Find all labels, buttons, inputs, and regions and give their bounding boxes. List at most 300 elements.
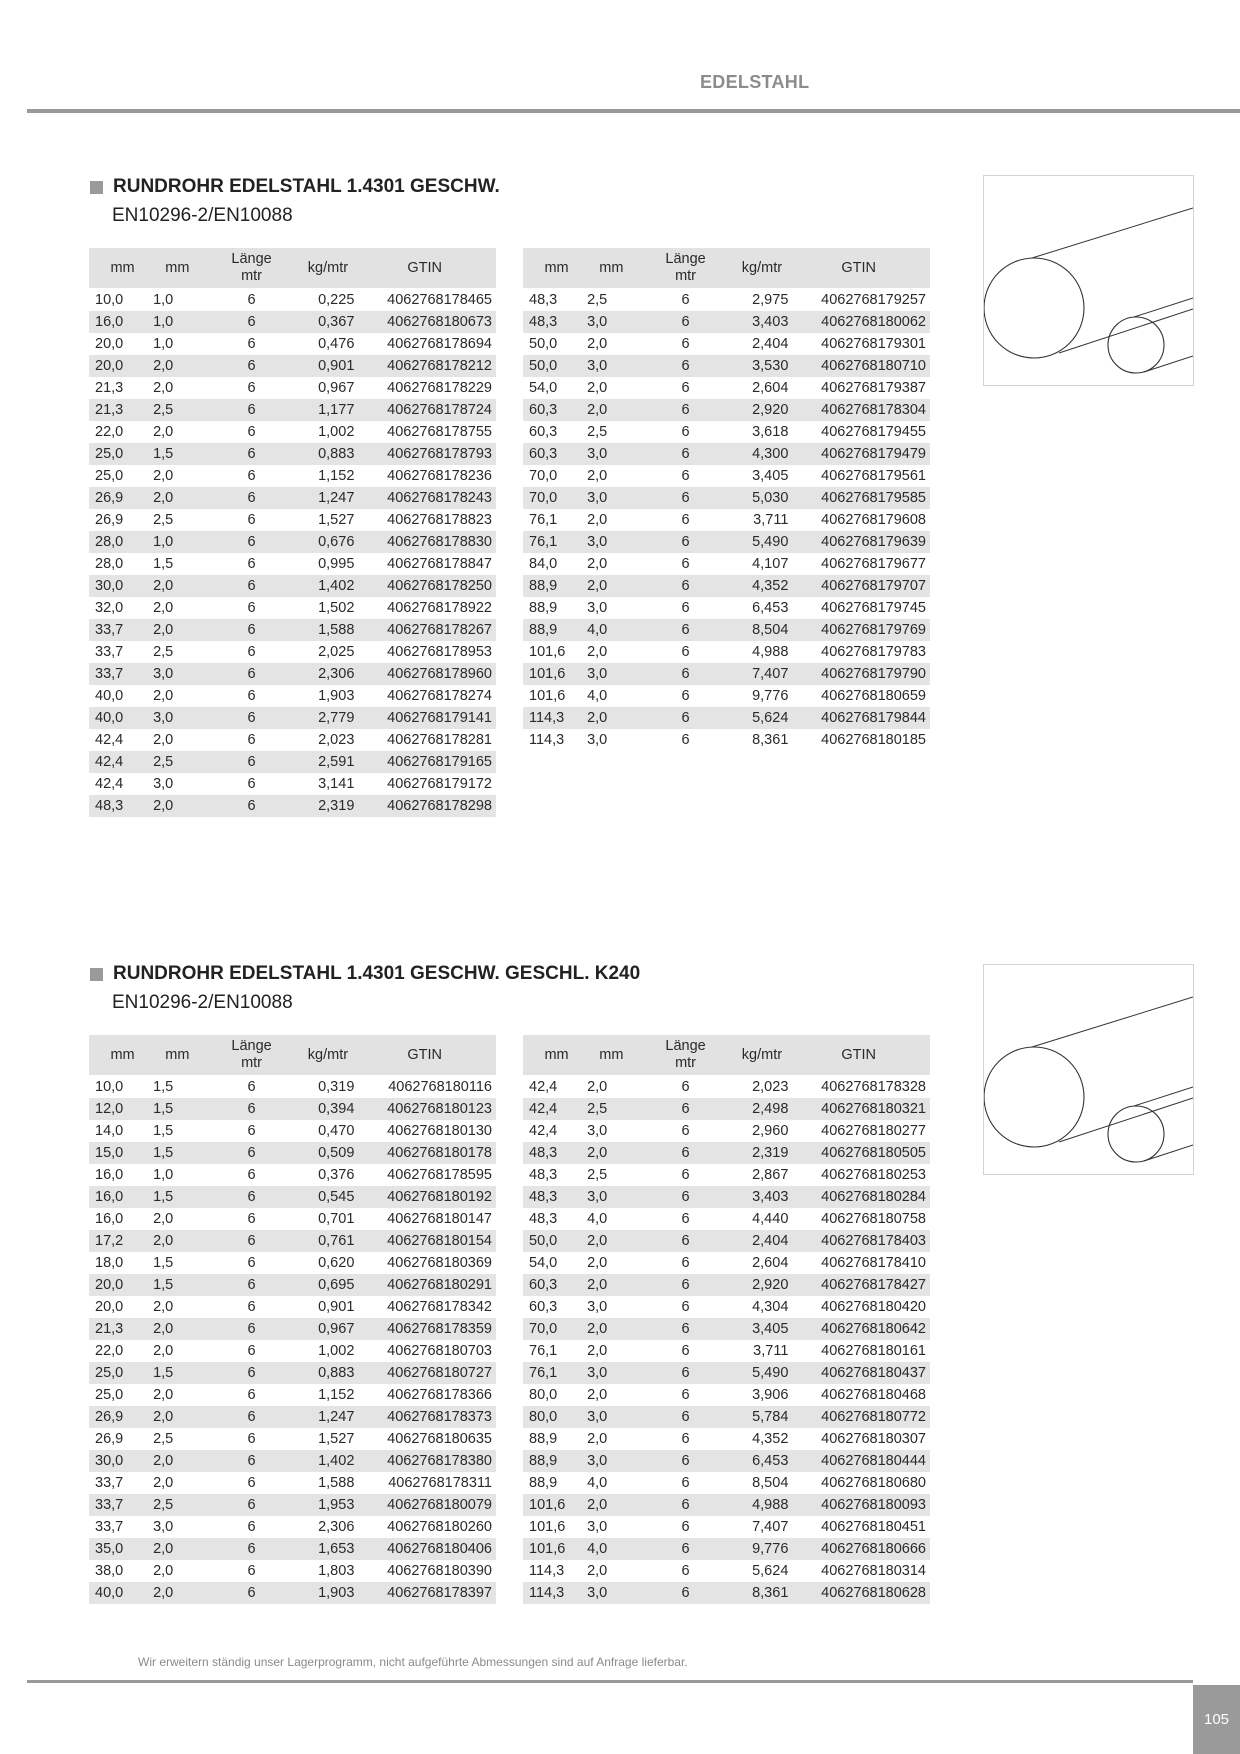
cell-weight: 5,624 bbox=[752, 1563, 789, 1579]
cell-length: 6 bbox=[247, 1431, 256, 1447]
cell-gtin: 4062768179585 bbox=[791, 487, 930, 509]
table-row bbox=[89, 729, 496, 751]
table-row bbox=[523, 1274, 930, 1296]
cell-length: 6 bbox=[205, 1142, 299, 1164]
cell-diameter: 114,3 bbox=[523, 1582, 584, 1604]
cell-gtin: 4062768180277 bbox=[821, 1123, 926, 1139]
cell-weight: 3,618 bbox=[752, 424, 789, 440]
cell-diameter: 33,7 bbox=[95, 644, 124, 660]
cell-diameter: 38,0 bbox=[95, 1563, 124, 1579]
cell-gtin: 4062768179844 bbox=[791, 707, 930, 729]
cell-diameter: 16,0 bbox=[89, 1186, 150, 1208]
cell-wall: 1,5 bbox=[153, 1255, 174, 1271]
cell-length: 6 bbox=[247, 424, 256, 440]
cell-length: 6 bbox=[247, 1299, 256, 1315]
cell-wall: 3,0 bbox=[584, 1582, 639, 1604]
cell-gtin: 4062768179301 bbox=[821, 336, 926, 352]
cell-length: 6 bbox=[247, 336, 256, 352]
cell-gtin: 4062768179677 bbox=[821, 556, 926, 572]
cell-gtin: 4062768179790 bbox=[791, 663, 930, 685]
cell-wall: 2,0 bbox=[584, 575, 639, 597]
page-header-title: EDELSTAHL bbox=[700, 72, 810, 92]
cell-length: 6 bbox=[681, 1255, 690, 1271]
cell-wall: 2,0 bbox=[153, 1299, 174, 1315]
cell-length: 6 bbox=[205, 311, 299, 333]
col-header-length-line2: mtr bbox=[675, 1055, 697, 1071]
cell-length: 6 bbox=[639, 311, 733, 333]
cell-diameter: 70,0 bbox=[529, 468, 558, 484]
cell-diameter: 35,0 bbox=[89, 1538, 150, 1560]
table-row bbox=[89, 597, 496, 619]
cell-length: 6 bbox=[681, 1167, 690, 1183]
col-header-length bbox=[205, 1035, 299, 1075]
cell-diameter: 54,0 bbox=[529, 380, 558, 396]
cell-diameter: 14,0 bbox=[95, 1123, 124, 1139]
cell-gtin: 4062768178427 bbox=[791, 1274, 930, 1296]
cell-length: 6 bbox=[639, 1362, 733, 1384]
cell-gtin: 4062768180703 bbox=[387, 1343, 492, 1359]
cell-wall: 3,0 bbox=[584, 1406, 639, 1428]
cell-wall: 2,0 bbox=[587, 468, 608, 484]
cell-weight: 1,002 bbox=[318, 424, 355, 440]
cell-diameter: 20,0 bbox=[95, 1299, 124, 1315]
table-row bbox=[89, 1230, 496, 1252]
cell-weight: 4,988 bbox=[732, 1494, 791, 1516]
cell-diameter: 21,3 bbox=[89, 399, 150, 421]
table-row bbox=[89, 1406, 496, 1428]
cell-wall: 2,0 bbox=[587, 644, 608, 660]
cell-weight: 1,152 bbox=[318, 1387, 355, 1403]
table-row bbox=[89, 1318, 496, 1340]
table-row bbox=[89, 311, 496, 333]
cell-wall: 1,5 bbox=[153, 1123, 174, 1139]
cell-diameter: 50,0 bbox=[529, 336, 558, 352]
cell-gtin: 4062768180291 bbox=[357, 1274, 496, 1296]
cell-gtin: 4062768178328 bbox=[821, 1079, 926, 1095]
cell-wall: 2,0 bbox=[150, 575, 205, 597]
section-subtitle: EN10296-2/EN10088 bbox=[112, 992, 293, 1013]
cell-weight: 8,361 bbox=[732, 1582, 791, 1604]
cell-gtin: 4062768180147 bbox=[387, 1211, 492, 1227]
cell-wall: 2,0 bbox=[584, 1274, 639, 1296]
cell-weight: 1,588 bbox=[318, 1475, 355, 1491]
cell-diameter: 88,9 bbox=[523, 1450, 584, 1472]
cell-wall: 1,5 bbox=[150, 1362, 205, 1384]
cell-wall: 2,0 bbox=[153, 1475, 174, 1491]
col-header-diameter: mm bbox=[523, 248, 584, 288]
cell-length: 6 bbox=[247, 556, 256, 572]
cell-diameter: 33,7 bbox=[95, 1475, 124, 1491]
table-row bbox=[89, 288, 496, 311]
col-header-gtin: GTIN bbox=[791, 1035, 930, 1075]
cell-weight: 0,995 bbox=[318, 556, 355, 572]
cell-gtin: 4062768178397 bbox=[357, 1582, 496, 1604]
table-row bbox=[523, 1472, 930, 1494]
cell-weight: 0,319 bbox=[318, 1079, 355, 1095]
cell-wall: 2,0 bbox=[587, 556, 608, 572]
table-row bbox=[523, 1075, 930, 1098]
cell-gtin: 4062768180628 bbox=[791, 1582, 930, 1604]
table-row bbox=[89, 1164, 496, 1186]
cell-diameter: 60,3 bbox=[529, 424, 558, 440]
cell-wall: 3,0 bbox=[584, 443, 639, 465]
cell-weight: 0,225 bbox=[318, 292, 355, 308]
cell-length: 6 bbox=[681, 1123, 690, 1139]
cell-length: 6 bbox=[681, 1387, 690, 1403]
cell-diameter: 88,9 bbox=[529, 1431, 558, 1447]
cell-weight: 3,906 bbox=[752, 1387, 789, 1403]
cell-length: 6 bbox=[247, 1167, 256, 1183]
cell-diameter: 26,9 bbox=[95, 1431, 124, 1447]
col-header-gtin: GTIN bbox=[357, 248, 496, 288]
cell-gtin: 4062768179165 bbox=[357, 751, 496, 773]
cell-weight: 1,653 bbox=[298, 1538, 357, 1560]
table-header-row bbox=[89, 1035, 496, 1075]
table-row bbox=[89, 487, 496, 509]
cell-diameter: 33,7 bbox=[95, 1519, 124, 1535]
table-row bbox=[89, 421, 496, 443]
cell-wall: 3,0 bbox=[153, 1519, 174, 1535]
cell-wall: 2,0 bbox=[587, 1431, 608, 1447]
table-row bbox=[89, 1362, 496, 1384]
cell-diameter: 70,0 bbox=[523, 1318, 584, 1340]
cell-length: 6 bbox=[681, 1519, 690, 1535]
cell-wall: 3,0 bbox=[587, 1519, 608, 1535]
cell-diameter: 76,1 bbox=[529, 512, 558, 528]
cell-wall: 2,0 bbox=[150, 619, 205, 641]
col-header-length-line1: Länge bbox=[665, 251, 706, 267]
cell-gtin: 4062768178212 bbox=[357, 355, 496, 377]
cell-gtin: 4062768178359 bbox=[357, 1318, 496, 1340]
cell-length: 6 bbox=[247, 1079, 256, 1095]
table-header-row bbox=[523, 248, 930, 288]
cell-length: 6 bbox=[205, 795, 299, 817]
cell-gtin: 4062768178823 bbox=[387, 512, 492, 528]
cell-length: 6 bbox=[205, 1582, 299, 1604]
table-row bbox=[89, 1252, 496, 1274]
cell-length: 6 bbox=[681, 1211, 690, 1227]
cell-diameter: 101,6 bbox=[523, 1494, 584, 1516]
cell-gtin: 4062768180710 bbox=[791, 355, 930, 377]
cell-wall: 3,0 bbox=[584, 355, 639, 377]
cell-wall: 2,0 bbox=[153, 1211, 174, 1227]
cell-wall: 2,0 bbox=[587, 1079, 608, 1095]
tube-drawing-icon bbox=[984, 176, 1193, 385]
table-row bbox=[523, 1450, 930, 1472]
cell-gtin: 4062768180642 bbox=[791, 1318, 930, 1340]
cell-weight: 1,247 bbox=[298, 1406, 357, 1428]
cell-weight: 4,440 bbox=[752, 1211, 789, 1227]
cell-diameter: 21,3 bbox=[89, 1318, 150, 1340]
cell-length: 6 bbox=[639, 1538, 733, 1560]
table-row bbox=[523, 1318, 930, 1340]
cell-wall: 2,0 bbox=[584, 1318, 639, 1340]
cell-diameter: 42,4 bbox=[89, 751, 150, 773]
cell-weight: 1,903 bbox=[318, 688, 355, 704]
cell-wall: 2,0 bbox=[153, 1563, 174, 1579]
cell-diameter: 25,0 bbox=[95, 468, 124, 484]
cell-gtin: 4062768179707 bbox=[791, 575, 930, 597]
table-row bbox=[89, 1296, 496, 1318]
table-row bbox=[89, 575, 496, 597]
cell-length: 6 bbox=[205, 1230, 299, 1252]
table-row bbox=[523, 1494, 930, 1516]
cell-weight: 4,304 bbox=[752, 1299, 789, 1315]
cell-gtin: 4062768179745 bbox=[821, 600, 926, 616]
col-header-diameter: mm bbox=[89, 1035, 150, 1075]
cell-wall: 2,0 bbox=[150, 1450, 205, 1472]
cell-wall: 3,0 bbox=[584, 311, 639, 333]
cell-gtin: 4062768178410 bbox=[821, 1255, 926, 1271]
cell-wall: 2,0 bbox=[584, 707, 639, 729]
cell-length: 6 bbox=[681, 688, 690, 704]
cell-diameter: 28,0 bbox=[89, 531, 150, 553]
cell-diameter: 40,0 bbox=[95, 688, 124, 704]
cell-gtin: 4062768180116 bbox=[388, 1079, 492, 1095]
cell-wall: 1,5 bbox=[150, 1142, 205, 1164]
cell-gtin: 4062768178236 bbox=[387, 468, 492, 484]
table-row bbox=[523, 1362, 930, 1384]
cell-wall: 1,0 bbox=[150, 531, 205, 553]
cell-wall: 2,0 bbox=[150, 487, 205, 509]
cell-weight: 1,953 bbox=[298, 1494, 357, 1516]
table-row bbox=[89, 1516, 496, 1538]
cell-wall: 2,0 bbox=[150, 1538, 205, 1560]
cell-weight: 2,960 bbox=[752, 1123, 789, 1139]
cell-length: 6 bbox=[681, 1475, 690, 1491]
cell-wall: 1,5 bbox=[150, 443, 205, 465]
cell-gtin: 4062768178694 bbox=[387, 336, 492, 352]
cell-gtin: 4062768180321 bbox=[791, 1098, 930, 1120]
cell-wall: 3,0 bbox=[584, 487, 639, 509]
table-row bbox=[89, 1384, 496, 1406]
cell-gtin: 4062768178366 bbox=[387, 1387, 492, 1403]
cell-wall: 3,0 bbox=[587, 1123, 608, 1139]
cell-length: 6 bbox=[639, 1318, 733, 1340]
cell-diameter: 40,0 bbox=[89, 707, 150, 729]
cell-length: 6 bbox=[247, 1255, 256, 1271]
spec-table-left bbox=[89, 1035, 496, 1604]
cell-weight: 2,023 bbox=[318, 732, 355, 748]
cell-diameter: 10,0 bbox=[95, 292, 124, 308]
table-row bbox=[89, 465, 496, 487]
cell-weight: 0,901 bbox=[298, 355, 357, 377]
table-row bbox=[523, 1560, 930, 1582]
table-row bbox=[89, 443, 496, 465]
cell-weight: 4,352 bbox=[732, 575, 791, 597]
cell-gtin: 4062768179561 bbox=[821, 468, 926, 484]
cell-length: 6 bbox=[681, 336, 690, 352]
table-row bbox=[523, 1406, 930, 1428]
cell-weight: 3,530 bbox=[732, 355, 791, 377]
cell-gtin: 4062768180406 bbox=[357, 1538, 496, 1560]
cell-wall: 3,0 bbox=[587, 732, 608, 748]
cell-gtin: 4062768178267 bbox=[357, 619, 496, 641]
footer-divider bbox=[27, 1680, 1193, 1683]
spec-table-right bbox=[523, 248, 930, 751]
cell-weight: 1,502 bbox=[318, 600, 355, 616]
cell-wall: 4,0 bbox=[587, 1211, 608, 1227]
cell-length: 6 bbox=[639, 1142, 733, 1164]
cell-gtin: 4062768180284 bbox=[791, 1186, 930, 1208]
cell-gtin: 4062768178243 bbox=[357, 487, 496, 509]
cell-gtin: 4062768180192 bbox=[357, 1186, 496, 1208]
col-header-wall: mm bbox=[584, 1035, 639, 1075]
cell-gtin: 4062768180178 bbox=[357, 1142, 496, 1164]
cell-weight: 0,620 bbox=[318, 1255, 355, 1271]
cell-diameter: 16,0 bbox=[95, 1167, 124, 1183]
cell-wall: 2,0 bbox=[153, 380, 174, 396]
cell-weight: 5,784 bbox=[732, 1406, 791, 1428]
cell-diameter: 18,0 bbox=[95, 1255, 124, 1271]
cell-weight: 5,490 bbox=[732, 531, 791, 553]
table-row bbox=[523, 311, 930, 333]
cell-diameter: 50,0 bbox=[523, 355, 584, 377]
cell-length: 6 bbox=[247, 732, 256, 748]
table-row bbox=[89, 377, 496, 399]
spec-table-left bbox=[89, 248, 496, 817]
cell-wall: 1,0 bbox=[150, 311, 205, 333]
cell-diameter: 42,4 bbox=[523, 1098, 584, 1120]
col-header-weight: kg/mtr bbox=[298, 1035, 357, 1075]
cell-weight: 2,779 bbox=[298, 707, 357, 729]
section-title bbox=[90, 176, 500, 198]
table-row bbox=[89, 619, 496, 641]
cell-length: 6 bbox=[247, 1211, 256, 1227]
table-row bbox=[523, 465, 930, 487]
table-row bbox=[523, 1164, 930, 1186]
cell-diameter: 101,6 bbox=[523, 663, 584, 685]
cell-gtin: 4062768178847 bbox=[387, 556, 492, 572]
cell-wall: 3,0 bbox=[584, 663, 639, 685]
cell-gtin: 4062768180468 bbox=[821, 1387, 926, 1403]
cell-weight: 0,883 bbox=[298, 1362, 357, 1384]
tube-sketch-image bbox=[983, 175, 1194, 386]
cell-weight: 1,177 bbox=[298, 399, 357, 421]
cell-diameter: 48,3 bbox=[523, 1142, 584, 1164]
cell-length: 6 bbox=[681, 1079, 690, 1095]
cell-diameter: 32,0 bbox=[95, 600, 124, 616]
cell-diameter: 70,0 bbox=[523, 487, 584, 509]
cell-weight: 0,376 bbox=[318, 1167, 355, 1183]
cell-diameter: 88,9 bbox=[523, 575, 584, 597]
cell-length: 6 bbox=[639, 399, 733, 421]
cell-gtin: 4062768178250 bbox=[357, 575, 496, 597]
cell-wall: 1,5 bbox=[153, 1079, 174, 1095]
table-row bbox=[523, 1428, 930, 1450]
cell-gtin: 4062768180727 bbox=[357, 1362, 496, 1384]
cell-diameter: 48,3 bbox=[529, 1167, 558, 1183]
cell-diameter: 17,2 bbox=[89, 1230, 150, 1252]
page-number: 105 bbox=[1193, 1685, 1240, 1754]
cell-gtin: 4062768178595 bbox=[387, 1167, 492, 1183]
cell-length: 6 bbox=[639, 531, 733, 553]
cell-gtin: 4062768178274 bbox=[387, 688, 492, 704]
cell-length: 6 bbox=[681, 292, 690, 308]
cell-weight: 2,920 bbox=[732, 399, 791, 421]
cell-length: 6 bbox=[247, 380, 256, 396]
cell-length: 6 bbox=[681, 644, 690, 660]
cell-wall: 3,0 bbox=[153, 776, 174, 792]
cell-diameter: 33,7 bbox=[89, 619, 150, 641]
cell-length: 6 bbox=[205, 751, 299, 773]
cell-length: 6 bbox=[205, 1098, 299, 1120]
cell-wall: 1,0 bbox=[153, 292, 174, 308]
cell-wall: 2,0 bbox=[150, 1406, 205, 1428]
cell-weight: 0,701 bbox=[318, 1211, 355, 1227]
cell-wall: 3,0 bbox=[150, 707, 205, 729]
cell-gtin: 4062768178311 bbox=[388, 1475, 492, 1491]
cell-gtin: 4062768179783 bbox=[821, 644, 926, 660]
cell-length: 6 bbox=[205, 1318, 299, 1340]
section-subtitle: EN10296-2/EN10088 bbox=[112, 205, 293, 226]
header-divider bbox=[27, 109, 1240, 113]
cell-gtin: 4062768178298 bbox=[357, 795, 496, 817]
cell-gtin: 4062768180130 bbox=[387, 1123, 492, 1139]
table-row bbox=[89, 751, 496, 773]
col-header-diameter: mm bbox=[89, 248, 150, 288]
cell-wall: 2,5 bbox=[153, 512, 174, 528]
cell-wall: 2,0 bbox=[153, 732, 174, 748]
cell-diameter: 60,3 bbox=[523, 1274, 584, 1296]
cell-weight: 0,695 bbox=[298, 1274, 357, 1296]
table-row bbox=[89, 553, 496, 575]
cell-gtin: 4062768179608 bbox=[821, 512, 926, 528]
cell-length: 6 bbox=[205, 399, 299, 421]
cell-diameter: 12,0 bbox=[89, 1098, 150, 1120]
cell-gtin: 4062768178922 bbox=[387, 600, 492, 616]
cell-diameter: 48,3 bbox=[89, 795, 150, 817]
cell-wall: 1,5 bbox=[153, 556, 174, 572]
cell-gtin: 4062768178465 bbox=[387, 292, 492, 308]
cell-gtin: 4062768180093 bbox=[791, 1494, 930, 1516]
cell-gtin: 4062768180680 bbox=[821, 1475, 926, 1491]
cell-length: 6 bbox=[205, 663, 299, 685]
cell-length: 6 bbox=[681, 600, 690, 616]
cell-wall: 2,0 bbox=[153, 468, 174, 484]
cell-gtin: 4062768178281 bbox=[387, 732, 492, 748]
bullet-square-icon bbox=[90, 968, 103, 981]
cell-weight: 7,407 bbox=[752, 1519, 789, 1535]
cell-diameter: 20,0 bbox=[89, 1274, 150, 1296]
cell-weight: 0,470 bbox=[318, 1123, 355, 1139]
cell-diameter: 48,3 bbox=[529, 292, 558, 308]
cell-length: 6 bbox=[639, 1582, 733, 1604]
cell-gtin: 4062768180314 bbox=[821, 1563, 926, 1579]
cell-wall: 2,0 bbox=[587, 336, 608, 352]
cell-length: 6 bbox=[247, 688, 256, 704]
cell-weight: 2,306 bbox=[298, 663, 357, 685]
table-row bbox=[523, 1252, 930, 1274]
table-row bbox=[523, 1142, 930, 1164]
cell-length: 6 bbox=[247, 512, 256, 528]
col-header-wall: mm bbox=[150, 248, 205, 288]
cell-wall: 2,0 bbox=[587, 380, 608, 396]
table-row bbox=[523, 443, 930, 465]
cell-wall: 4,0 bbox=[584, 1538, 639, 1560]
cell-wall: 2,0 bbox=[150, 795, 205, 817]
cell-weight: 1,247 bbox=[298, 487, 357, 509]
cell-weight: 0,967 bbox=[298, 1318, 357, 1340]
cell-diameter: 101,6 bbox=[523, 1538, 584, 1560]
cell-gtin: 4062768179172 bbox=[387, 776, 492, 792]
cell-gtin: 4062768180079 bbox=[357, 1494, 496, 1516]
cell-weight: 9,776 bbox=[752, 688, 789, 704]
cell-diameter: 114,3 bbox=[529, 1563, 565, 1579]
cell-diameter: 16,0 bbox=[89, 311, 150, 333]
cell-gtin: 4062768178793 bbox=[357, 443, 496, 465]
cell-gtin: 4062768180444 bbox=[791, 1450, 930, 1472]
